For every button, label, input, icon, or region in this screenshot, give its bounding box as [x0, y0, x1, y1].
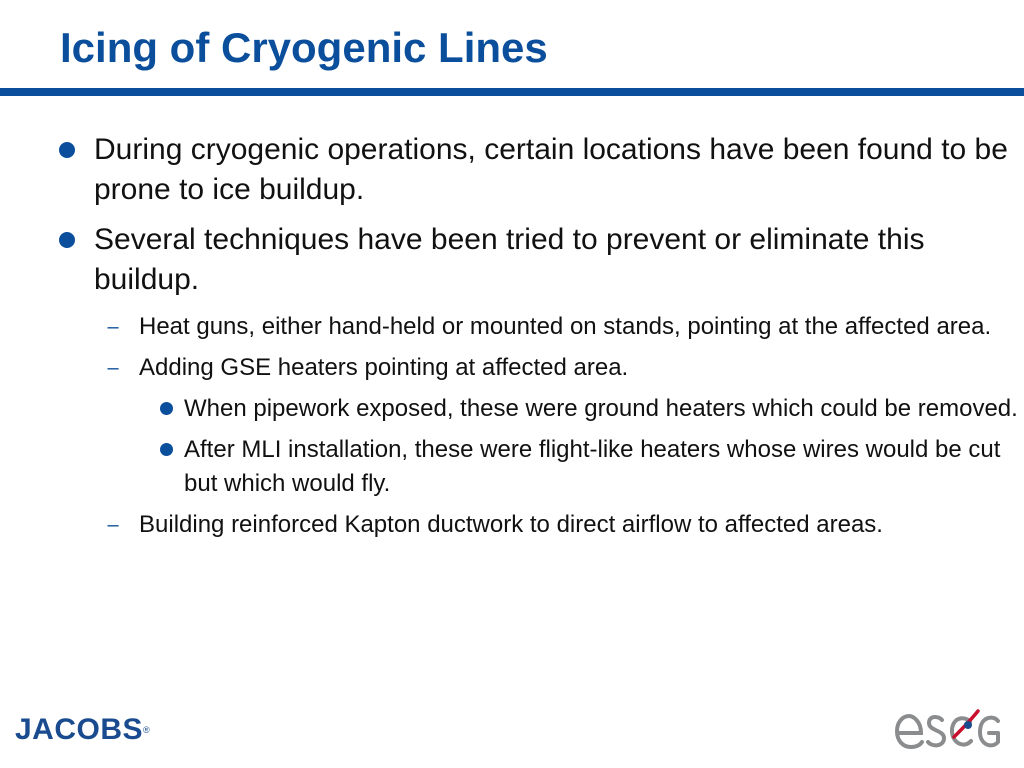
slide-title: Icing of Cryogenic Lines	[60, 24, 548, 71]
bullet-dot-icon	[160, 402, 173, 415]
bullet-text: Several techniques have been tried to prevent or eliminate this buildup.	[94, 223, 925, 296]
bullet-text: During cryogenic operations, certain locations have been found to be prone to ice buildup.	[94, 133, 1008, 206]
sub-bullet-text: Adding GSE heaters pointing at affected area.	[139, 354, 629, 381]
registered-mark: ®	[143, 725, 151, 735]
logo-letter-e	[897, 716, 922, 747]
jacobs-logo-text: JACOBS	[15, 713, 144, 746]
logo-letter-g	[980, 718, 998, 746]
sub-sub-bullet-text: After MLI installation, these were flight-like heaters whose wires would be cut but which would fly.	[184, 436, 1001, 497]
sub-sub-bullet-item	[0, 392, 1024, 426]
dash-icon: –	[107, 357, 119, 379]
jacobs-logo	[15, 713, 150, 747]
sub-bullet-text: Building reinforced Kapton ductwork to direct airflow to affected areas.	[139, 511, 883, 538]
bullet-dot-icon	[160, 443, 173, 456]
sub-bullet-item	[0, 508, 1024, 542]
title-underline	[0, 88, 1024, 96]
escg-logo	[894, 703, 1004, 755]
sub-bullet-item	[0, 310, 1024, 344]
bullet-dot-icon	[59, 232, 75, 248]
logo-letter-s	[928, 717, 944, 745]
sub-sub-bullet-item	[0, 433, 1024, 501]
bullet-dot-icon	[59, 142, 75, 158]
sub-sub-bullet-text: When pipework exposed, these were ground heaters which could be removed.	[184, 395, 1018, 422]
bullet-item	[0, 220, 1024, 300]
sub-bullet-text: Heat guns, either hand-held or mounted on stands, pointing at the affected area.	[139, 313, 992, 340]
bullet-item	[0, 130, 1024, 210]
logo-dot	[964, 721, 972, 729]
sub-bullet-item	[0, 351, 1024, 385]
bullet-list	[0, 130, 1024, 549]
dash-icon: –	[107, 316, 119, 338]
dash-icon: –	[107, 514, 119, 536]
